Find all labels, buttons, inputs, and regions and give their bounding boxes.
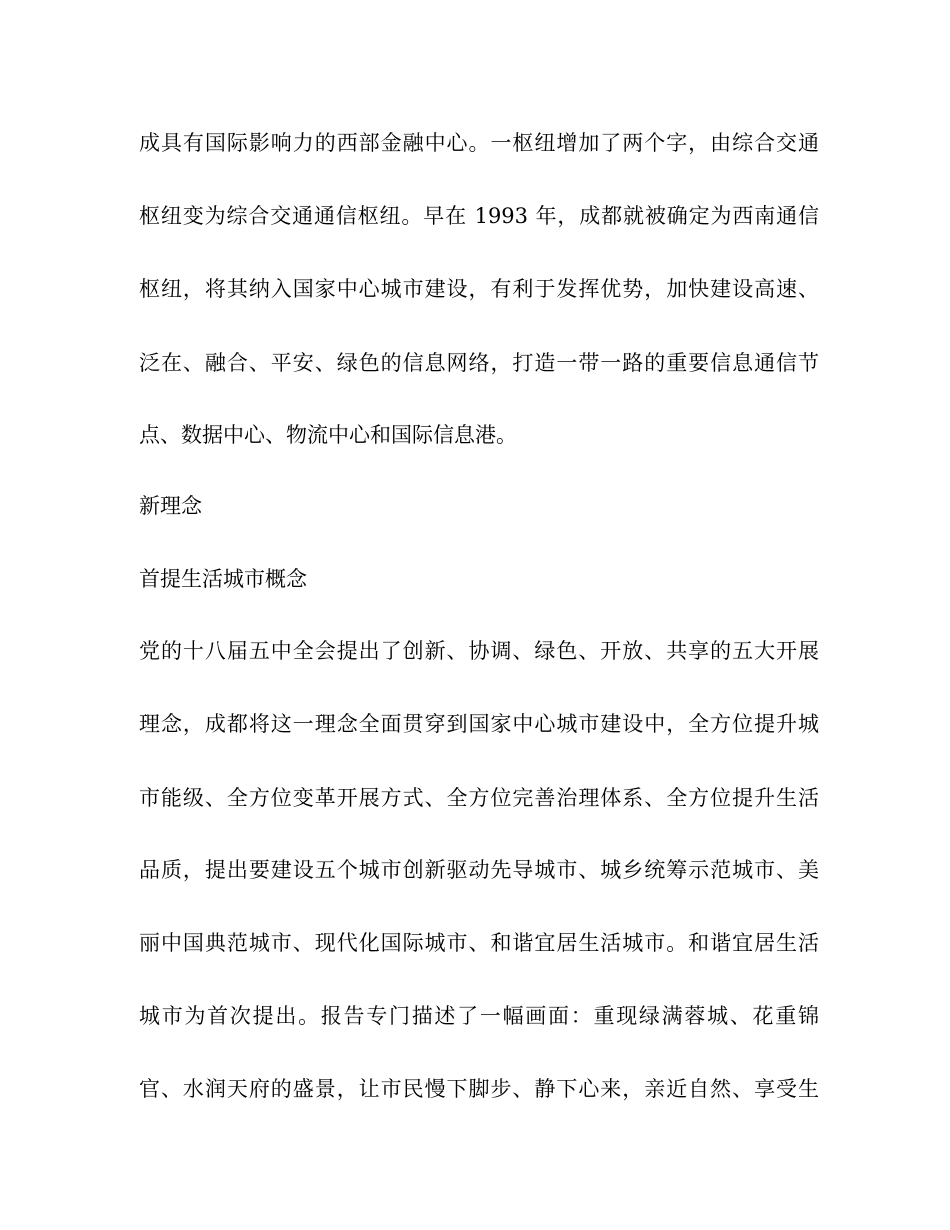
section-heading: 新理念 (139, 494, 202, 518)
paragraph-line-2: 枢纽变为综合交通通信枢纽。早在 1993 年，成都就被确定为西南通信 (139, 204, 819, 228)
paragraph-line-7: 理念，成都将这一理念全面贯穿到国家中心城市建设中，全方位提升城 (139, 712, 819, 736)
paragraph-line-9: 品质，提出要建设五个城市创新驱动先导城市、城乡统筹示范城市、美 (139, 858, 819, 882)
paragraph-line-5: 点、数据中心、物流中心和国际信息港。 (139, 423, 517, 447)
paragraph-line-6: 党的十八届五中全会提出了创新、协调、绿色、开放、共享的五大开展 (139, 639, 819, 663)
section-subheading: 首提生活城市概念 (139, 567, 307, 591)
paragraph-line-8: 市能级、全方位变革开展方式、全方位完善治理体系、全方位提升生活 (139, 786, 819, 810)
paragraph-line-1: 成具有国际影响力的西部金融中心。一枢纽增加了两个字，由综合交通 (139, 131, 819, 155)
paragraph-line-12: 官、水润天府的盛景，让市民慢下脚步、静下心来，亲近自然、享受生 (139, 1077, 819, 1101)
paragraph-line-4: 泛在、融合、平安、绿色的信息网络，打造一带一路的重要信息通信节 (139, 351, 819, 375)
paragraph-line-3: 枢纽，将其纳入国家中心城市建设，有利于发挥优势，加快建设高速、 (139, 277, 819, 301)
paragraph-line-10: 丽中国典范城市、现代化国际城市、和谐宜居生活城市。和谐宜居生活 (139, 931, 819, 955)
paragraph-line-11: 城市为首次提出。报告专门描述了一幅画面：重现绿满蓉城、花重锦 (139, 1004, 819, 1028)
